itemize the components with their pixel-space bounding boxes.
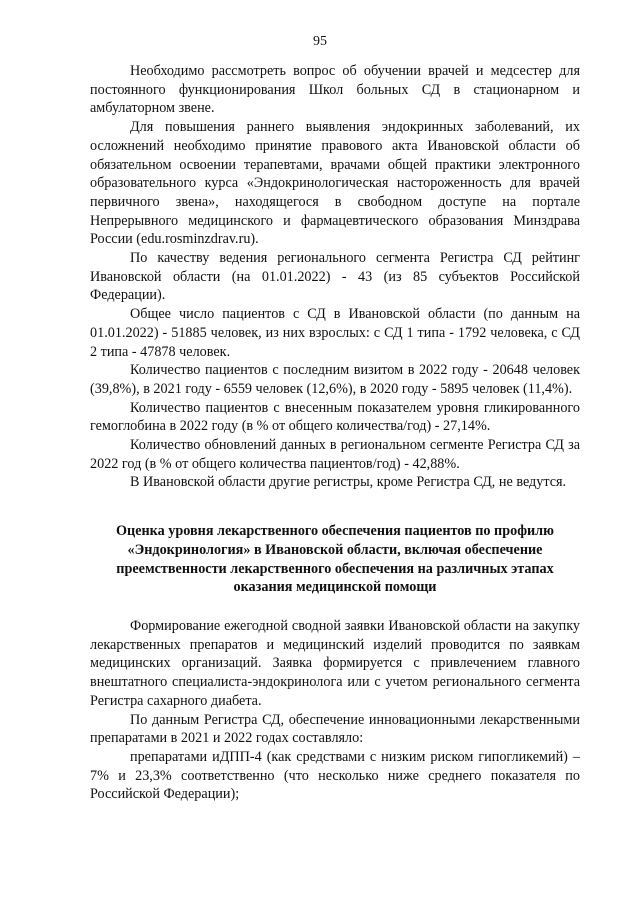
paragraph: По качеству ведения регионального сегмента Регистра СД рейтинг Ивановской области (на 01.01.2022) - 43 (из 85 субъектов Российской Федерации). — [90, 250, 580, 304]
paragraph: препаратами иДПП-4 (как средствами с низким риском гипогликемий) – 7% и 23,3% соответственно (что несколько ниже среднего показателя по Российской Федерации); — [90, 748, 580, 803]
paragraph: По данным Регистра СД, обеспечение инновационными лекарственными препаратами в 2021 и 2022 годах составляло: — [90, 711, 580, 747]
page-number: 95 — [313, 34, 327, 49]
paragraph: Для повышения раннего выявления эндокринных заболеваний, их осложнений необходимо принятие правового акта Ивановской области об обязательном освоении терапевтами, врачами общей практики электронного образовательного курса «Эндокринологическая настороженность для врачей первичного звена», находящегося в свободном доступе на портале Непрерывного медицинского и фармацевтического образования Минздрава России (edu.rosminzdrav.ru). — [90, 119, 580, 248]
paragraph: Общее число пациентов с СД в Ивановской области (по данным на 01.01.2022) - 51885 человек, из них взрослых: с СД 1 типа - 1792 человека, с СД 2 типа - 47878 человек. — [90, 306, 580, 360]
section-heading: Оценка уровня лекарственного обеспечения пациентов по профилю «Эндокринология» в Ивановской области, включая обеспечение преемственности лекарственного обеспечения на различных этапах оказания медицинской помощи — [115, 523, 554, 596]
paragraph: Количество пациентов с внесенным показателем уровня гликированного гемоглобина в 2022 году (в % от общего количества/год) - 27,14%. — [90, 399, 580, 435]
paragraph: Формирование ежегодной сводной заявки Ивановской области на закупку лекарственных препаратов и медицинский изделий проводится по заявкам медицинских организаций. Заявка формируется с привлечением главного внештатного специалиста-эндокринолога или с учетом регионального сегмента Регистра сахарного диабета. — [90, 617, 580, 709]
paragraph: Количество обновлений данных в региональном сегменте Регистра СД за 2022 год (в % от общего количества пациентов/год) - 42,88%. — [90, 437, 580, 472]
paragraph: Количество пациентов с последним визитом в 2022 году - 20648 человек (39,8%), в 2021 году - 6559 человек (12,6%), в 2020 году - 5895 человек (11,4%). — [90, 362, 580, 397]
paragraph: В Ивановской области другие регистры, кроме Регистра СД, не ведутся. — [130, 474, 567, 491]
page-body — [90, 62, 580, 804]
paragraph: Необходимо рассмотреть вопрос об обучении врачей и медсестер для постоянного функционирования Школ больных СД в стационарном и амбулаторном звене. — [90, 63, 580, 117]
